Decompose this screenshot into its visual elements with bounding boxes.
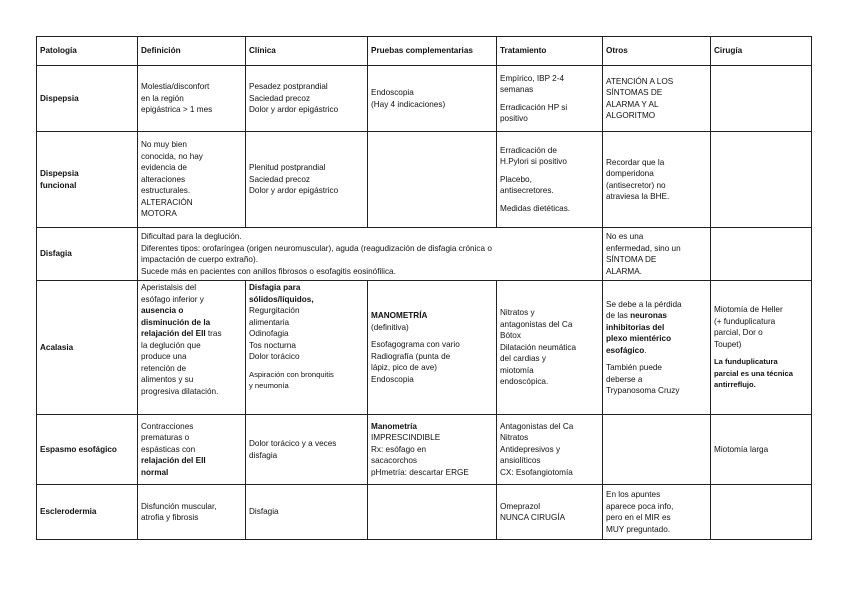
cell-disfagia-texto: Dificultad para la deglución. Diferentes tipos: orofaríngea (origen neuromuscular), aguda (reagudización de disfagia crónica o impactación de cuerpo extraño). Sucede más en pacientes con anillos fibrosos o esofagitis eosinófilica. — [138, 228, 603, 281]
cell-patologia: Acalasia — [37, 281, 138, 415]
cell-cirugia — [711, 485, 812, 540]
table-row-acalasia — [37, 281, 812, 415]
cell-otros: Se debe a la pérdida de las neuronas inhibitorias del plexo mientérico esofágico. También puede deberse a Trypanosoma Cruzy — [603, 281, 711, 415]
cell-otros — [603, 415, 711, 485]
cell-patologia: Esclerodermia — [37, 485, 138, 540]
cell-clinica: Pesadez postprandial Saciedad precoz Dolor y ardor epigástrico — [246, 66, 368, 132]
cell-pruebas: MANOMETRÍA (definitiva) Esofagograma con vario Radiografía (punta de lápiz, pico de ave) Endoscopia — [368, 281, 497, 415]
header-tratamiento: Tratamiento — [497, 37, 603, 66]
cell-cirugia — [711, 132, 812, 228]
cell-tratamiento: Omeprazol NUNCA CIRUGÍA — [497, 485, 603, 540]
cell-cirugia: Miotomía larga — [711, 415, 812, 485]
cell-tratamiento: Antagonistas del Ca Nitratos Antidepresivos y ansiolíticos CX: Esofangiotomía — [497, 415, 603, 485]
cell-tratamiento: Erradicación de H.Pylori si positivo Placebo, antisecretores. Medidas dietéticas. — [497, 132, 603, 228]
cell-tratamiento: Empírico, IBP 2-4 semanas Erradicación HP si positivo — [497, 66, 603, 132]
header-otros: Otros — [603, 37, 711, 66]
cell-pruebas — [368, 132, 497, 228]
cell-clinica: Disfagia — [246, 485, 368, 540]
cell-patologia: Espasmo esofágico — [37, 415, 138, 485]
cell-cirugia — [711, 228, 812, 281]
header-row — [37, 37, 812, 66]
cell-tratamiento: Nitratos y antagonistas del Ca Bótox Dilatación neumática del cardias y miotomía endoscópica. — [497, 281, 603, 415]
header-definicion: Definición — [138, 37, 246, 66]
cell-definicion: Disfunción muscular, atrofia y fibrosis — [138, 485, 246, 540]
cell-pruebas: Manometría IMPRESCINDIBLE Rx: esófago en sacacorchos pHmetría: descartar ERGE — [368, 415, 497, 485]
cell-clinica: Dolor torácico y a veces disfagia — [246, 415, 368, 485]
header-cirugia: Cirugía — [711, 37, 812, 66]
cell-definicion: No muy bien conocida, no hay evidencia de alteraciones estructurales. ALTERACIÓN MOTORA — [138, 132, 246, 228]
table-row-disfagia — [37, 228, 812, 281]
table-row-espasmo — [37, 415, 812, 485]
cell-patologia: Disfagia — [37, 228, 138, 281]
cell-otros: En los apuntes aparece poca info, pero en el MIR es MUY preguntado. — [603, 485, 711, 540]
table-row-dispepsia-funcional — [37, 132, 812, 228]
table-row-dispepsia — [37, 66, 812, 132]
cell-definicion: Molestia/disconfort en la región epigástrica > 1 mes — [138, 66, 246, 132]
cell-patologia: Dispepsia — [37, 66, 138, 132]
header-patologia: Patología — [37, 37, 138, 66]
header-clinica: Clínica — [246, 37, 368, 66]
cell-cirugia — [711, 66, 812, 132]
cell-otros: Recordar que la domperidona (antisecretor) no atraviesa la BHE. — [603, 132, 711, 228]
cell-definicion: Aperistalsis del esófago inferior y ausencia o disminución de la relajación del EII tras la deglución que produce una retención de alimentos y su progresiva dilatación. — [138, 281, 246, 415]
table-row-esclerodermia — [37, 485, 812, 540]
cell-pruebas — [368, 485, 497, 540]
header-pruebas: Pruebas complementarias — [368, 37, 497, 66]
cell-patologia: Dispepsia funcional — [37, 132, 138, 228]
pathology-table — [36, 36, 812, 540]
cell-pruebas: Endoscopia (Hay 4 indicaciones) — [368, 66, 497, 132]
cell-clinica: Disfagia para sólidos/líquidos, Regurgitación alimentaria Odinofagia Tos nocturna Dolor torácico Aspiración con bronquitis y neumonía — [246, 281, 368, 415]
cell-otros: No es una enfermedad, sino un SÍNTOMA DE ALARMA. — [603, 228, 711, 281]
cell-clinica: Plenitud postprandial Saciedad precoz Dolor y ardor epigástrico — [246, 132, 368, 228]
cell-otros: ATENCIÓN A LOS SÍNTOMAS DE ALARMA Y AL ALGORITMO — [603, 66, 711, 132]
cell-cirugia: Miotomía de Heller (+ funduplicatura parcial, Dor o Toupet) La funduplicatura parcial es una técnica antirreflujo. — [711, 281, 812, 415]
cell-definicion: Contracciones prematuras o espásticas con relajación del EII normal — [138, 415, 246, 485]
